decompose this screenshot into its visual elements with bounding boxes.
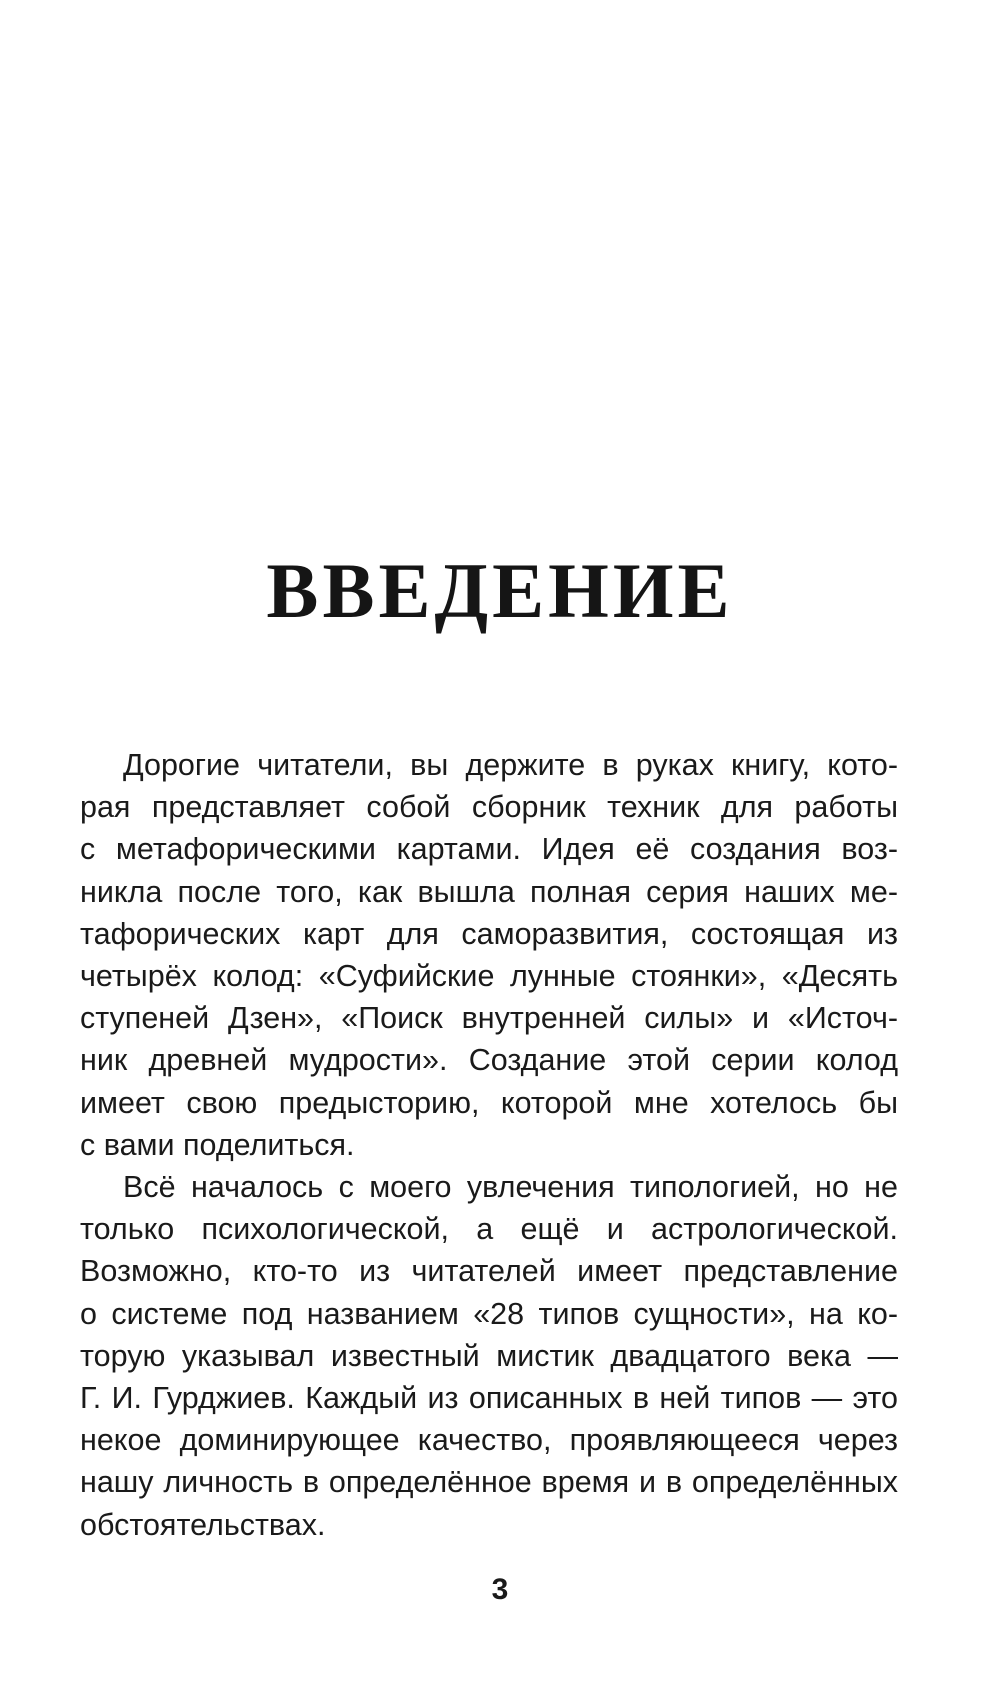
text-line: никла после того, как вышла полная серия наших ме- (80, 874, 898, 909)
text-line: с вами поделиться. (80, 1127, 355, 1162)
text-line: обстоятельствах. (80, 1507, 326, 1542)
text-line: Всё началось с моего увлечения типологией, но не (123, 1170, 898, 1205)
chapter-title: ВВЕДЕНИЕ (266, 547, 734, 634)
text-line: торую указывал известный мистик двадцатого века — (80, 1338, 898, 1373)
paragraph-2 (80, 1166, 898, 1546)
text-line: Дорогие читатели, вы держите в руках книгу, кото- (123, 748, 898, 782)
text-line: имеет свою предысторию, которой мне хотелось бы (80, 1085, 898, 1120)
text-line: некое доминирующее качество, проявляющееся через (80, 1423, 898, 1458)
text-line: рая представляет собой сборник техник для работы (80, 790, 898, 825)
text-line: ступеней Дзен», «Поиск внутренней силы» и «Источ- (80, 1001, 898, 1036)
text-line: Г. И. Гурджиев. Каждый из описанных в ней типов — это (80, 1381, 898, 1416)
text-line: с метафорическими картами. Идея её создания воз- (80, 832, 898, 867)
text-line: Возможно, кто-то из читателей имеет представление (80, 1254, 898, 1289)
text-line: ник древней мудрости». Создание этой серии колод (80, 1043, 898, 1078)
page-number: 3 (491, 1573, 509, 1606)
text-line: тафорических карт для саморазвития, состоящая из (80, 916, 898, 951)
text-line: четырёх колод: «Суфийские лунные стоянки», «Десять (80, 959, 898, 994)
paragraph-1 (80, 744, 898, 1166)
text-line: нашу личность в определённое время и в определённых (80, 1465, 898, 1500)
text-line: только психологической, а ещё и астрологической. (80, 1212, 898, 1247)
text-line: о системе под названием «28 типов сущности», на ко- (80, 1296, 898, 1331)
body-text (80, 744, 898, 1546)
